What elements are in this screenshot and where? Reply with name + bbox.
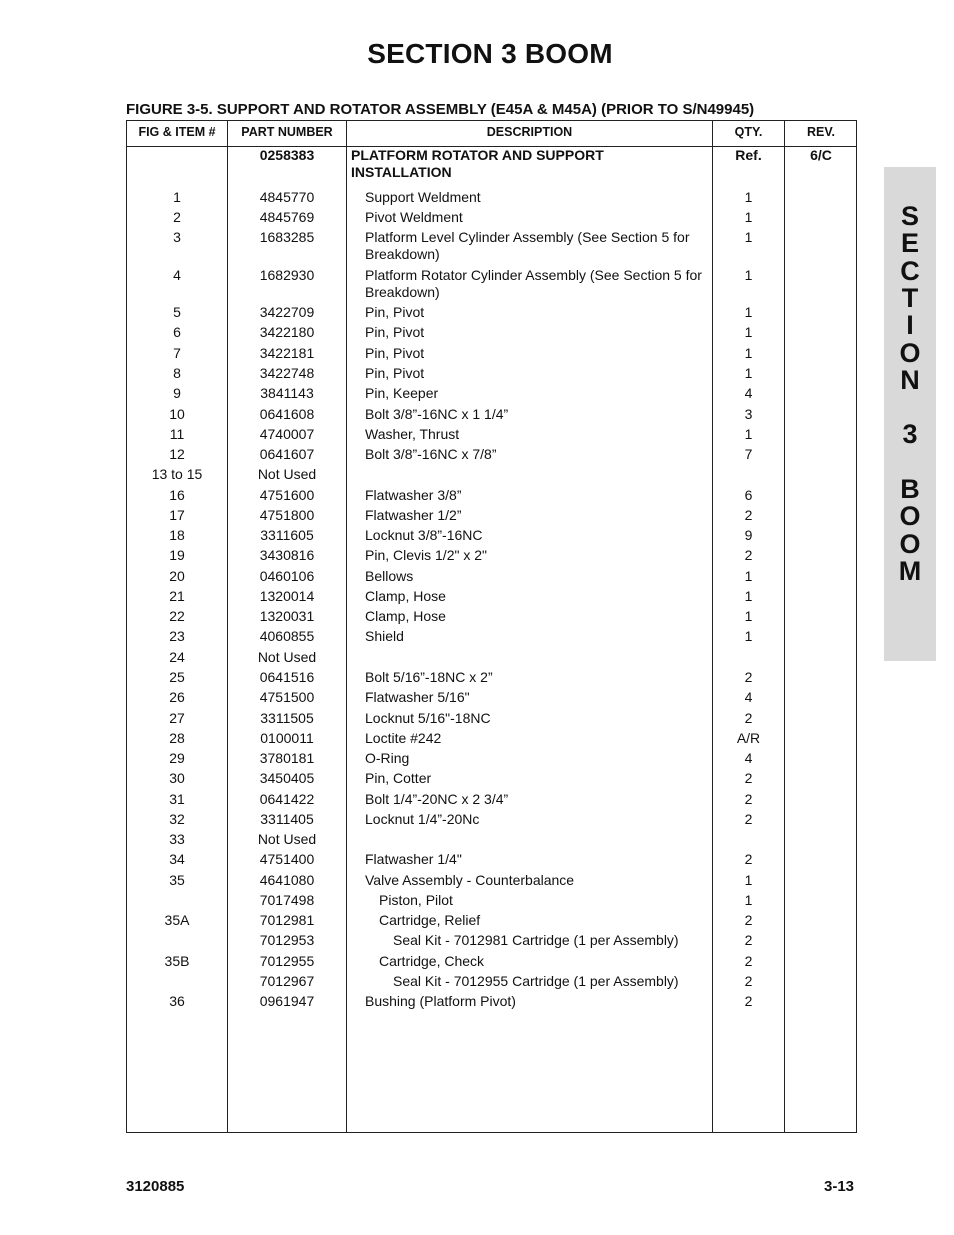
description-cell [365,669,713,686]
part-number-cell: 0641422 [259,791,315,807]
fig-item-cell: 19 [169,547,185,563]
description-cell [365,770,713,787]
description-line: Bolt 5/16”-18NC x 2” [365,669,493,685]
fig-item-cell: 8 [173,365,181,381]
fig-item-cell: 34 [169,851,185,867]
qty-cell: 4 [744,385,753,401]
description-line: Pin, Pivot [365,345,425,361]
fig-item-cell: 10 [169,406,185,422]
fig-item-cell: 16 [169,487,185,503]
qty-cell: 2 [744,912,753,928]
side-tab-letter: S [900,201,919,231]
description-line: Pin, Clevis 1/2" x 2" [365,547,487,563]
part-number-cell: 1320014 [259,588,315,604]
description-cell [365,750,713,767]
description-cell [365,628,713,645]
section-side-tab [884,167,936,661]
description-cell [365,588,713,605]
part-number-cell: 7012981 [259,912,315,928]
qty-cell: 3 [744,406,753,422]
fig-item-cell: 9 [173,385,181,401]
description-cell [365,689,713,706]
qty-cell: 1 [744,229,753,245]
part-number-cell: Not Used [257,831,317,847]
qty-cell: 9 [744,527,753,543]
fig-item-cell: 35 [169,872,185,888]
description-line: Flatwasher 1/4" [365,851,462,867]
qty-cell: 2 [744,669,753,685]
side-tab-letter: O [899,337,921,368]
description-line: Seal Kit - 7012981 Cartridge (1 per Assembly) [393,932,679,948]
description-line: Support Weldment [365,189,481,205]
fig-item-cell: 31 [169,791,185,807]
description-cell [365,791,713,808]
description-line: Bellows [365,568,414,584]
description-line: Locknut 5/16"-18NC [365,710,491,726]
part-number-cell: 4751400 [259,851,315,867]
description-line: Cartridge, Check [379,953,485,969]
fig-item-cell: 21 [169,588,185,604]
description-cell [365,973,741,990]
description-line: Breakdown) [365,246,440,262]
description-line: Locknut 1/4”-20Nc [365,811,480,827]
description-line: Flatwasher 3/8” [365,487,462,503]
part-number-cell: 0641607 [259,446,315,462]
qty-cell: 1 [744,872,753,888]
part-number-cell: 0100011 [260,730,314,746]
fig-item-cell: 11 [169,426,185,442]
qty-cell: 1 [744,608,753,624]
fig-item-cell: 25 [169,669,185,685]
header-qty: QTY. [734,125,763,139]
description-cell [365,892,727,909]
part-number-cell: 1682930 [259,267,315,283]
qty-cell: 2 [744,547,753,563]
qty-cell: Ref. [735,147,762,163]
part-number-cell: 0258383 [259,147,315,163]
part-number-cell: 3422748 [259,365,315,381]
description-cell [365,608,713,625]
fig-item-cell: 24 [169,649,185,665]
fig-item-cell: 27 [169,710,185,726]
description-cell [365,507,713,524]
description-cell [365,993,713,1010]
fig-item-cell: 13 to 15 [151,466,203,482]
description-line: Bushing (Platform Pivot) [365,993,516,1009]
header-description: DESCRIPTION [486,125,573,139]
qty-cell: 2 [744,507,753,523]
description-cell [365,953,727,970]
part-number-cell: 4751500 [259,689,315,705]
part-number-cell: 3422709 [259,304,315,320]
description-cell [351,147,699,181]
description-cell [365,568,713,585]
qty-cell: 1 [744,365,753,381]
part-number-cell: 0961947 [259,993,315,1009]
header-fig-item: FIG & ITEM # [138,125,216,139]
side-tab-letter: T [901,282,919,313]
description-line: Pivot Weldment [365,209,463,225]
side-tab-letter: E [900,228,919,259]
description-line: Shield [365,628,404,644]
description-line: Cartridge, Relief [379,912,481,928]
part-number-cell: 3422180 [259,324,315,340]
qty-cell: 2 [744,851,753,867]
qty-cell: 2 [744,953,753,969]
fig-item-cell: 5 [173,304,181,320]
description-cell [365,385,713,402]
qty-cell: 1 [744,568,753,584]
part-number-cell: 7017498 [259,892,315,908]
fig-item-cell: 20 [169,568,185,584]
parts-table [126,120,857,1133]
fig-item-cell: 30 [169,770,185,786]
side-tab-letter: M [898,555,922,586]
column-divider [346,121,347,1132]
side-tab-letter: O [899,501,921,532]
description-line: Flatwasher 5/16" [365,689,470,705]
fig-item-cell: 12 [169,446,185,462]
part-number-cell: 4641080 [259,872,315,888]
description-cell [365,406,713,423]
qty-cell: 2 [744,770,753,786]
part-number-cell: 4060855 [259,628,315,644]
qty-cell: 2 [744,791,753,807]
qty-cell: 7 [744,446,753,462]
description-cell [365,426,713,443]
fig-item-cell: 18 [169,527,185,543]
description-cell [365,932,741,949]
description-line: Clamp, Hose [365,588,446,604]
part-number-cell: 3841143 [260,385,314,401]
part-number-cell: Not Used [257,466,317,482]
qty-cell: A/R [736,730,761,746]
description-cell [365,365,713,382]
part-number-cell: 0641516 [259,669,315,685]
description-line: Bolt 1/4”-20NC x 2 3/4” [365,791,509,807]
qty-cell: 1 [744,324,753,340]
fig-item-cell: 33 [169,831,185,847]
side-tab-letter: N [900,364,920,395]
fig-item-cell: 3 [173,229,181,245]
description-cell [365,446,713,463]
qty-cell: 4 [744,689,753,705]
description-cell [365,811,713,828]
page-number: 3-13 [824,1178,855,1195]
description-line: Platform Level Cylinder Assembly (See Section 5 for [365,229,690,245]
part-number-cell: 7012955 [259,953,315,969]
description-line: Valve Assembly - Counterbalance [365,872,575,888]
part-number-cell: 3430816 [259,547,315,563]
part-number-cell: 4845770 [259,189,315,205]
header-part-number: PART NUMBER [241,125,333,139]
description-cell [365,229,713,263]
description-line: Piston, Pilot [379,892,453,908]
description-line: Bolt 3/8”-16NC x 7/8” [365,446,497,462]
description-cell [365,487,713,504]
description-cell [365,527,713,544]
description-line: Pin, Keeper [365,385,439,401]
description-cell [365,209,713,226]
part-number-cell: 0460106 [259,568,315,584]
part-number-cell: 4751600 [259,487,315,503]
description-line: PLATFORM ROTATOR AND SUPPORT INSTALLATION [351,147,604,180]
description-line: Clamp, Hose [365,608,446,624]
fig-item-cell: 4 [173,267,181,283]
column-divider [784,121,785,1132]
description-line: Pin, Cotter [365,770,432,786]
fig-item-cell: 2 [173,209,181,225]
description-cell [365,324,713,341]
side-tab-letter: O [899,528,921,559]
side-tab-letter: 3 [902,419,918,450]
description-cell [365,267,713,301]
fig-item-cell: 17 [169,507,185,523]
header-rev: REV. [806,125,836,139]
description-line: Washer, Thrust [365,426,460,442]
page-title: SECTION 3 BOOM [367,38,613,69]
description-cell [365,345,713,362]
part-number-cell: 4845769 [259,209,315,225]
part-number-cell: 0641608 [259,406,315,422]
description-cell [365,872,713,889]
qty-cell: 1 [744,628,753,644]
fig-item-cell: 32 [169,811,185,827]
part-number-cell: 3311505 [260,710,314,726]
fig-item-cell: 26 [169,689,185,705]
description-cell [365,304,713,321]
part-number-cell: 3422181 [259,345,315,361]
description-cell [365,547,713,564]
description-line: Breakdown) [365,284,440,300]
description-line: Pin, Pivot [365,324,425,340]
part-number-cell: 3450405 [259,770,315,786]
description-line: Flatwasher 1/2” [365,507,462,523]
description-line: Pin, Pivot [365,304,425,320]
fig-item-cell: 6 [173,324,181,340]
description-line: Locknut 3/8”-16NC [365,527,483,543]
fig-item-cell: 22 [169,608,185,624]
description-line: Bolt 3/8”-16NC x 1 1/4” [365,406,509,422]
document-number: 3120885 [126,1178,185,1195]
qty-cell: 1 [744,892,753,908]
fig-item-cell: 1 [173,189,181,205]
fig-item-cell: 36 [169,993,185,1009]
qty-cell: 2 [744,932,753,948]
part-number-cell: 4740007 [259,426,315,442]
part-number-cell: 7012953 [259,932,315,948]
description-cell [365,912,727,929]
part-number-cell: Not Used [257,649,317,665]
qty-cell: 2 [744,993,753,1009]
description-line: Pin, Pivot [365,365,425,381]
description-line: Seal Kit - 7012955 Cartridge (1 per Assembly) [393,973,679,989]
part-number-cell: 1683285 [259,229,315,245]
qty-cell: 1 [744,209,753,225]
qty-cell: 4 [744,750,753,766]
side-tab-letter: C [900,255,920,286]
qty-cell: 2 [744,811,753,827]
description-cell [365,851,713,868]
part-number-cell: 3780181 [259,750,315,766]
part-number-cell: 7012967 [259,973,315,989]
description-line: Loctite #242 [365,730,442,746]
fig-item-cell: 35B [164,953,190,969]
qty-cell: 1 [744,345,753,361]
qty-cell: 2 [744,973,753,989]
fig-item-cell: 28 [169,730,185,746]
description-line: O-Ring [365,750,410,766]
qty-cell: 6 [744,487,753,503]
rev-cell: 6/C [810,147,832,163]
qty-cell: 1 [744,189,753,205]
figure-caption: FIGURE 3-5. SUPPORT AND ROTATOR ASSEMBLY (E45A & M45A) (PRIOR TO S/N49945) [126,101,755,118]
part-number-cell: 1320031 [259,608,315,624]
qty-cell: 1 [744,588,753,604]
qty-cell: 1 [744,426,753,442]
part-number-cell: 3311405 [260,811,314,827]
qty-cell: 2 [744,710,753,726]
fig-item-cell: 35A [164,912,190,928]
fig-item-cell: 7 [173,345,181,361]
side-tab-letter: I [906,310,914,341]
side-tab-letter: B [900,474,920,504]
description-cell [365,189,713,206]
fig-item-cell: 29 [169,750,185,766]
description-cell [365,710,713,727]
fig-item-cell: 23 [169,628,185,644]
qty-cell: 1 [744,267,753,283]
part-number-cell: 3311605 [260,527,314,543]
qty-cell: 1 [744,304,753,320]
description-line: Platform Rotator Cylinder Assembly (See Section 5 for [365,267,702,283]
description-cell [365,730,713,747]
part-number-cell: 4751800 [259,507,315,523]
